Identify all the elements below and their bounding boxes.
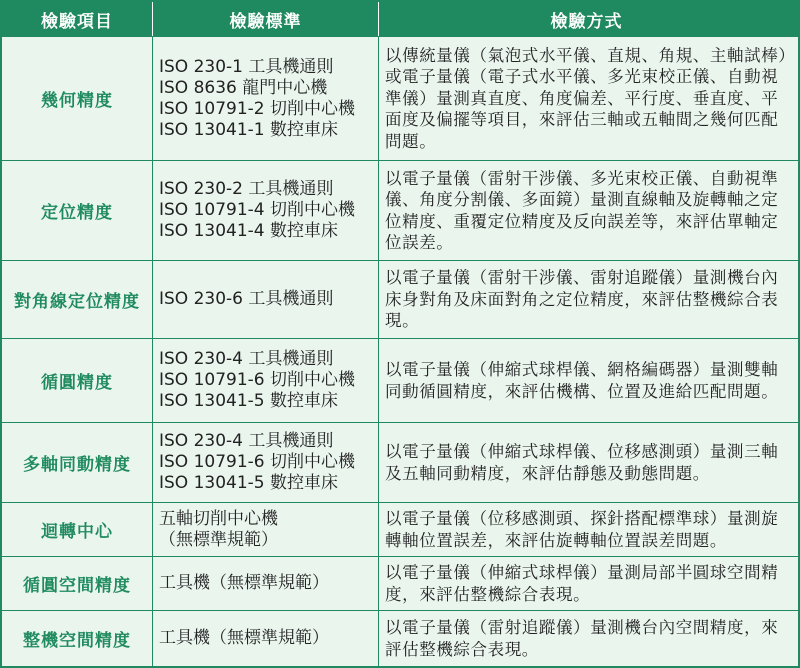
item-cell [2,423,152,502]
method-text: 以電子量儀（伸縮式球桿儀、網格編碼器）量測雙軸同動循圓精度，來評估機構、位置及進給匹配問題。 [385,360,779,401]
item-cell [2,503,152,556]
standard-line: 工具機（無標準規範） [159,628,329,648]
method-text: 以電子量儀（雷射追蹤儀）量測機台內空間精度，來評估整機綜合表現。 [385,618,779,659]
standard-line: ISO 13041-1 數控車床 [159,119,339,140]
item-name: 整機空間精度 [23,631,131,651]
standard-line: ISO 230-1 工具機通則 [159,56,334,77]
standard-cell [152,611,378,666]
table-row [2,338,798,422]
item-cell [2,557,152,610]
table-row [2,502,798,556]
header-item-label: 檢驗項目 [41,11,113,32]
table-row [2,36,798,160]
item-name: 對角線定位精度 [14,292,140,312]
method-cell [378,261,798,338]
method-cell [378,423,798,502]
standard-line: ISO 13041-5 數控車床 [159,473,339,493]
table-row [2,160,798,260]
item-cell [2,611,152,666]
method-text: 以電子量儀（伸縮式球桿儀）量測局部半圓球空間精度，來評估整機綜合表現。 [385,563,779,604]
method-cell [378,37,798,160]
item-name: 迴轉中心 [41,522,113,542]
standard-line: ISO 10791-6 切削中心機 [159,452,356,472]
method-cell [378,161,798,260]
item-name: 循圓空間精度 [23,576,131,596]
header-standard-label: 檢驗標準 [229,11,302,32]
item-cell [2,161,152,260]
header-cell-standard [152,2,378,36]
header-cell-method [378,2,798,36]
table-row [2,556,798,610]
standard-line: ISO 230-6 工具機通則 [159,289,334,309]
standard-line: ISO 10791-4 切削中心機 [159,200,356,220]
table-row [2,610,798,666]
header-method-label: 檢驗方式 [550,11,623,32]
standard-line: ISO 10791-6 切削中心機 [159,370,356,390]
item-name: 定位精度 [41,203,113,223]
standard-line: ISO 13041-5 數控車床 [159,391,339,411]
header-cell-item [2,2,152,36]
method-text: 以傳統量儀（氣泡式水平儀、直規、角規、主軸試棒）或電子量儀（電子式水平儀、多光束校正儀、自動視準儀）量測真直度、角度偏差、平行度、垂直度、平面度及偏擺等項目，來評估三軸或五軸間之幾何匹配問題。 [385,45,788,151]
standard-line: ISO 10791-2 切削中心機 [159,98,356,119]
item-name: 幾何精度 [41,91,113,111]
method-text: 以電子量儀（位移感測頭、探針搭配標準球）量測旋轉軸位置誤差，來評估旋轉軸位置誤差問題。 [385,509,779,550]
standard-cell [152,503,378,556]
table-row [2,260,798,338]
standard-line: ISO 230-4 工具機通則 [159,349,334,369]
item-name: 多軸同動精度 [23,455,131,475]
standard-line: （無標準規範） [159,529,278,550]
table-row [2,422,798,502]
method-cell [378,557,798,610]
method-text: 以電子量儀（伸縮式球桿儀、位移感測頭）量測三軸及五軸同動精度，來評估靜態及動態問題。 [385,442,779,483]
standard-cell [152,161,378,260]
standard-cell [152,339,378,422]
standard-cell [152,557,378,610]
method-text: 以電子量儀（雷射干涉儀、多光束校正儀、自動視準儀、角度分割儀、多面鏡）量測直線軸及旋轉軸之定位精度、重覆定位精度及反向誤差等，來評估單軸定位誤差。 [385,168,779,252]
standard-line: ISO 13041-4 數控車床 [159,221,339,241]
method-cell [378,503,798,556]
item-cell [2,261,152,338]
table-header [2,2,798,36]
standard-line: 五軸切削中心機 [159,508,278,529]
standard-cell [152,261,378,338]
standard-line: ISO 8636 龍門中心機 [159,77,328,98]
method-cell [378,339,798,422]
standard-line: ISO 230-4 工具機通則 [159,431,334,451]
method-cell [378,611,798,666]
item-name: 循圓精度 [41,373,113,393]
standard-cell [152,37,378,160]
standard-line: 工具機（無標準規範） [159,573,329,593]
item-cell [2,339,152,422]
method-text: 以電子量儀（雷射干涉儀、雷射追蹤儀）量測機台內床身對角及床面對角之定位精度，來評估整機綜合表現。 [385,268,779,331]
item-cell [2,37,152,160]
standard-cell [152,423,378,502]
standard-line: ISO 230-2 工具機通則 [159,179,334,199]
